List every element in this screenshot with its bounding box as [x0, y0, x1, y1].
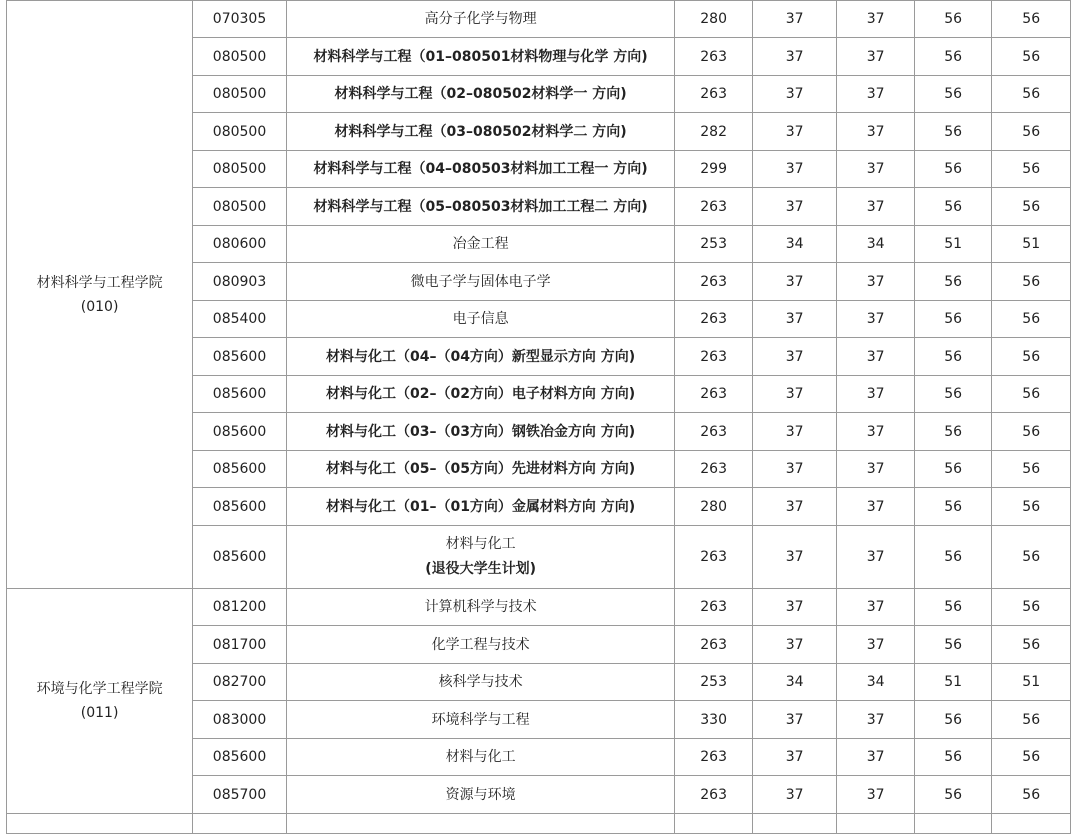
subject1-score: 37 [752, 589, 837, 626]
major-code: 080500 [193, 113, 287, 151]
major-code: 083000 [193, 701, 287, 739]
major-name: 材料与化工（03–（03方向）钢铁冶金方向 方向) [286, 413, 675, 451]
major-code: 085600 [193, 488, 287, 526]
major-name: 计算机科学与技术 [286, 589, 675, 626]
total-score: 280 [675, 488, 753, 526]
major-code: 085600 [193, 451, 287, 488]
total-score: 253 [675, 664, 753, 701]
table-row [7, 814, 1071, 834]
subject2-score: 37 [837, 113, 915, 151]
subject4-score: 56 [992, 301, 1071, 338]
major-code: 085700 [193, 776, 287, 814]
subject2-score: 37 [837, 301, 915, 338]
subject2-score: 37 [837, 589, 915, 626]
major-code: 070305 [193, 1, 287, 38]
subject1-score: 34 [752, 226, 837, 263]
major-name: 材料科学与工程（01–080501材料物理与化学 方向) [286, 38, 675, 76]
major-code: 085600 [193, 739, 287, 776]
subject3-score: 56 [914, 376, 992, 413]
major-name: 化学工程与技术 [286, 626, 675, 664]
total-score: 263 [675, 76, 753, 113]
subject3-score: 51 [914, 226, 992, 263]
subject3-score: 56 [914, 338, 992, 376]
subject1-score: 37 [752, 151, 837, 188]
major-code: 080500 [193, 151, 287, 188]
table-row [7, 1, 1071, 38]
total-score: 263 [675, 188, 753, 226]
major-name: 资源与环境 [286, 776, 675, 814]
subject4-score: 56 [992, 76, 1071, 113]
subject2-score: 37 [837, 776, 915, 814]
subject1-score: 37 [752, 701, 837, 739]
subject2-score: 37 [837, 188, 915, 226]
subject3-score: 56 [914, 413, 992, 451]
subject3-score: 56 [914, 701, 992, 739]
college-name: 材料科学与工程学院 [36, 274, 163, 291]
subject3-score: 56 [914, 113, 992, 151]
major-name: 材料与化工（02–（02方向）电子材料方向 方向) [286, 376, 675, 413]
major-code: 085600 [193, 338, 287, 376]
college-code: (010) [80, 298, 119, 315]
subject2-score: 37 [837, 701, 915, 739]
subject1-score: 37 [752, 338, 837, 376]
major-code: 080903 [193, 263, 287, 301]
subject1-score: 37 [752, 263, 837, 301]
major-code: 080600 [193, 226, 287, 263]
total-score: 263 [675, 38, 753, 76]
subject1-score: 37 [752, 376, 837, 413]
major-name: 材料与化工 [286, 739, 675, 776]
subject2-score: 37 [837, 739, 915, 776]
major-name-line2: (退役大学生计划) [425, 561, 536, 577]
subject1-score: 37 [752, 739, 837, 776]
subject3-score: 56 [914, 188, 992, 226]
subject2-score: 37 [837, 451, 915, 488]
college-code: (011) [80, 705, 119, 721]
major-name: 环境科学与工程 [286, 701, 675, 739]
subject4-score: 56 [992, 38, 1071, 76]
subject2-score: 37 [837, 76, 915, 113]
subject4-score: 51 [992, 664, 1071, 701]
subject4-score: 56 [992, 151, 1071, 188]
total-score: 263 [675, 626, 753, 664]
subject3-score: 51 [914, 664, 992, 701]
subject2-score: 34 [837, 664, 915, 701]
major-name: 冶金工程 [286, 226, 675, 263]
subject3-score: 56 [914, 151, 992, 188]
subject3-score: 56 [914, 739, 992, 776]
major-code: 082700 [193, 664, 287, 701]
major-code: 080500 [193, 38, 287, 76]
subject2-score: 37 [837, 376, 915, 413]
major-name-line1: 材料与化工 [445, 536, 516, 552]
subject4-score: 56 [992, 488, 1071, 526]
major-name: 材料与化工（01–（01方向）金属材料方向 方向) [286, 488, 675, 526]
total-score: 263 [675, 413, 753, 451]
subject4-score: 56 [992, 776, 1071, 814]
subject4-score: 56 [992, 376, 1071, 413]
total-score: 263 [675, 739, 753, 776]
subject3-score: 56 [914, 776, 992, 814]
subject2-score: 37 [837, 38, 915, 76]
major-code: 085600 [193, 376, 287, 413]
subject1-score: 34 [752, 664, 837, 701]
subject3-score: 56 [914, 1, 992, 38]
subject1-score: 37 [752, 413, 837, 451]
subject1-score: 37 [752, 113, 837, 151]
major-name: 材料与化工（05–（05方向）先进材料方向 方向) [286, 451, 675, 488]
total-score: 263 [675, 776, 753, 814]
major-name: 电子信息 [286, 301, 675, 338]
total-score: 299 [675, 151, 753, 188]
subject4-score: 56 [992, 113, 1071, 151]
subject4-score: 56 [992, 526, 1071, 589]
subject1-score: 37 [752, 488, 837, 526]
subject1-score: 37 [752, 526, 837, 589]
major-code: 085400 [193, 301, 287, 338]
subject2-score: 37 [837, 488, 915, 526]
subject1-score: 37 [752, 451, 837, 488]
major-name [286, 526, 675, 589]
major-code: 085600 [193, 526, 287, 589]
major-name: 核科学与技术 [286, 664, 675, 701]
total-score: 263 [675, 589, 753, 626]
subject2-score: 37 [837, 151, 915, 188]
subject2-score: 37 [837, 1, 915, 38]
total-score: 263 [675, 376, 753, 413]
subject4-score: 56 [992, 263, 1071, 301]
total-score: 330 [675, 701, 753, 739]
subject4-score: 56 [992, 739, 1071, 776]
subject1-score: 37 [752, 626, 837, 664]
subject4-score: 56 [992, 701, 1071, 739]
subject3-score: 56 [914, 488, 992, 526]
major-name: 材料科学与工程（05–080503材料加工工程二 方向) [286, 188, 675, 226]
subject1-score: 37 [752, 1, 837, 38]
subject4-score: 56 [992, 589, 1071, 626]
subject3-score: 56 [914, 626, 992, 664]
subject3-score: 56 [914, 451, 992, 488]
major-name: 材料与化工（04–（04方向）新型显示方向 方向) [286, 338, 675, 376]
subject2-score: 34 [837, 226, 915, 263]
subject1-score: 37 [752, 38, 837, 76]
subject3-score: 56 [914, 76, 992, 113]
subject1-score: 37 [752, 188, 837, 226]
subject3-score: 56 [914, 589, 992, 626]
subject4-score: 51 [992, 226, 1071, 263]
college-cell [7, 589, 193, 814]
major-code: 081200 [193, 589, 287, 626]
major-code: 080500 [193, 188, 287, 226]
major-name: 材料科学与工程（03–080502材料学二 方向) [286, 113, 675, 151]
subject2-score: 37 [837, 626, 915, 664]
college-cell [7, 1, 193, 589]
total-score: 282 [675, 113, 753, 151]
table-row [7, 589, 1071, 626]
subject3-score: 56 [914, 38, 992, 76]
major-name: 材料科学与工程（04–080503材料加工工程一 方向) [286, 151, 675, 188]
major-name: 材料科学与工程（02–080502材料学一 方向) [286, 76, 675, 113]
subject2-score: 37 [837, 263, 915, 301]
subject4-score: 56 [992, 338, 1071, 376]
major-name: 高分子化学与物理 [286, 1, 675, 38]
major-name: 微电子学与固体电子学 [286, 263, 675, 301]
subject3-score: 56 [914, 526, 992, 589]
college-cell [7, 814, 193, 834]
subject4-score: 56 [992, 413, 1071, 451]
total-score: 263 [675, 263, 753, 301]
total-score: 253 [675, 226, 753, 263]
subject4-score: 56 [992, 626, 1071, 664]
college-name: 环境与化学工程学院 [36, 681, 163, 697]
subject2-score: 37 [837, 413, 915, 451]
subject4-score: 56 [992, 451, 1071, 488]
subject1-score: 37 [752, 301, 837, 338]
subject2-score: 37 [837, 526, 915, 589]
subject3-score: 56 [914, 301, 992, 338]
total-score: 280 [675, 1, 753, 38]
total-score: 263 [675, 338, 753, 376]
subject4-score: 56 [992, 188, 1071, 226]
subject3-score: 56 [914, 263, 992, 301]
total-score: 263 [675, 451, 753, 488]
total-score: 263 [675, 301, 753, 338]
major-code: 085600 [193, 413, 287, 451]
subject4-score: 56 [992, 1, 1071, 38]
subject1-score: 37 [752, 76, 837, 113]
major-code: 080500 [193, 76, 287, 113]
score-table [6, 0, 1071, 834]
subject1-score: 37 [752, 776, 837, 814]
total-score: 263 [675, 526, 753, 589]
major-code: 081700 [193, 626, 287, 664]
subject2-score: 37 [837, 338, 915, 376]
